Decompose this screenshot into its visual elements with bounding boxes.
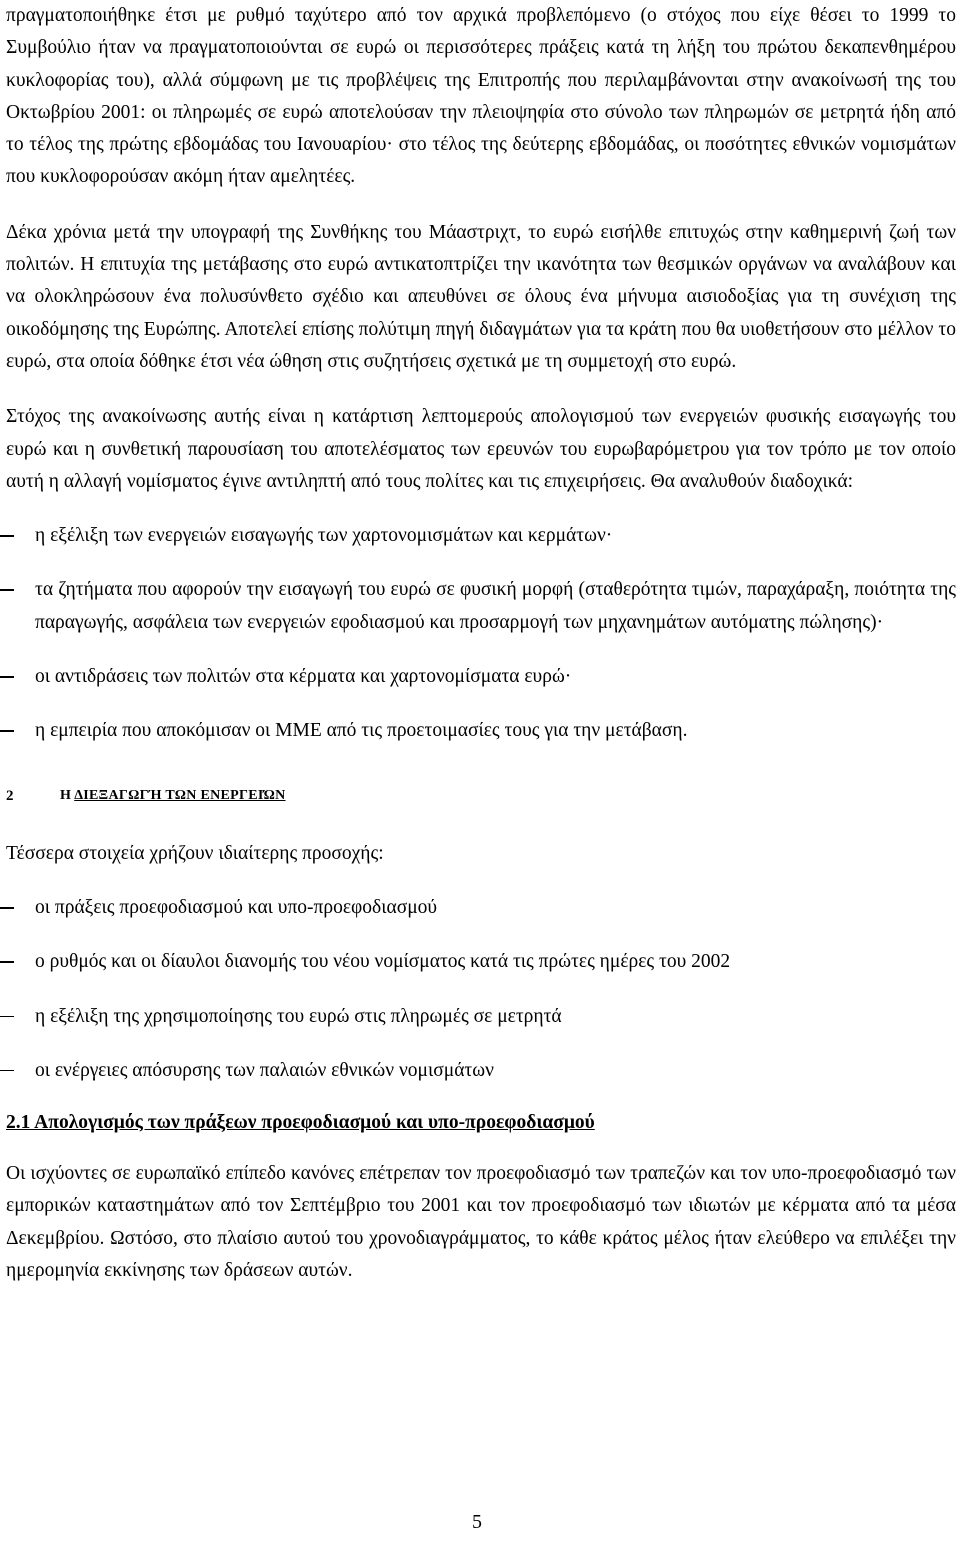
document-page — [6, 0, 956, 1310]
dash-bullet-icon — [0, 961, 14, 963]
list-item: οι πράξεις προεφοδιασμού και υπο-προεφοδιασμού — [6, 892, 956, 924]
subsection-heading: 2.1 Απολογισμός των πράξεων προεφοδιασμού και υπο-προεφοδιασμού — [6, 1112, 595, 1134]
paragraph-prefunding: Οι ισχύοντες σε ευρωπαϊκό επίπεδο κανόνες επέτρεπαν τον προεφοδιασμό των τραπεζών και τον υπο-προεφοδιασμό των εμπορικών καταστημάτων από τον Σεπτέμβριο του 2001 και τον προεφοδιασμό των ιδιωτών με κέρματα από τα μέσα Δεκεμβρίου. Ωστόσο, στο πλαίσιο αυτού του χρονοδιαγράμματος, το κάθε κράτος μέλος ήταν ελεύθερο να επιλέξει την ημερομηνία εκκίνησης των δράσεων αυτών. — [6, 1163, 956, 1282]
dash-bullet-icon — [0, 589, 14, 591]
dash-bullet-icon — [0, 676, 14, 678]
dash-bullet-icon — [0, 535, 14, 537]
dash-bullet-icon — [0, 1070, 14, 1072]
section-number: 2 — [6, 787, 14, 804]
list-item: η εξέλιξη της χρησιμοποίησης του ευρώ στις πληρωμές σε μετρητά — [6, 1001, 956, 1033]
dash-bullet-icon — [0, 907, 14, 909]
list-item: η εμπειρία που αποκόμισαν οι ΜΜΕ από τις προετοιμασίες τους για την μετάβαση. — [6, 715, 956, 747]
section-intro: Τέσσερα στοιχεία χρήζουν ιδιαίτερης προσοχής: — [6, 842, 384, 864]
key-elements-list — [6, 892, 956, 1087]
paragraph-maastricht-success: Δέκα χρόνια μετά την υπογραφή της Συνθήκης του Μάαστριχτ, το ευρώ εισήλθε επιτυχώς στην καθημερινή ζωή των πολιτών. Η επιτυχία της μετάβασης στο ευρώ αντικατοπτρίζει την ικανότητα των θεσμικών οργάνων να αναλάβουν και να ολοκληρώσουν ένα πολυσύνθετο σχέδιο και απευθύνει σε όλους ένα μήνυμα αισιοδοξίας για τη συνέχιση της οικοδόμησης της Ευρώπης. Αποτελεί επίσης πολύτιμη πηγή διδαγμάτων για τα κράτη που θα υιοθετήσουν στο μέλλον το ευρώ, στα οποία δόθηκε έτσι νέα ώθηση στις συζητήσεις σχετικά με τη συμμετοχή στο ευρώ. — [6, 221, 956, 372]
analysis-topics-list — [6, 520, 956, 747]
dash-bullet-icon — [0, 730, 14, 732]
section-title: Η ΔΙΕΞΑΓΩΓΉ ΤΩΝ ΕΝΕΡΓΕΙΏΝ — [60, 787, 286, 803]
paragraph-euro-payments: πραγματοποιήθηκε έτσι με ρυθμό ταχύτερο από τον αρχικά προβλεπόμενο (ο στόχος που είχε θέσει το 1999 το Συμβούλιο ήταν να πραγματοποιούνται σε ευρώ οι περισσότερες πράξεις κατά τη λήξη του πρώτου δεκαπενθημέρου κυκλοφορίας του), αλλά σύμφωνη με τις προβλέψεις της Επιτροπής που περιλαμβάνονται στην ανακοίνωσή της του Οκτωβρίου 2001: οι πληρωμές σε ευρώ αποτελούσαν την πλειοψηφία στο σύνολο των πληρωμών σε μετρητά ήδη από το τέλος της πρώτης εβδομάδας του Ιανουαρίου· στο τέλος της δεύτερης εβδομάδας, οι ποσότητες εθνικών νομισμάτων που κυκλοφορούσαν ακόμη ήταν αμελητέες. — [6, 5, 956, 188]
list-item: οι ενέργειες απόσυρσης των παλαιών εθνικών νομισμάτων — [6, 1055, 956, 1087]
list-item: ο ρυθμός και οι δίαυλοι διανομής του νέου νομίσματος κατά τις πρώτες ημέρες του 2002 — [6, 946, 956, 978]
page-number: 5 — [472, 1511, 482, 1533]
dash-bullet-icon — [0, 1016, 14, 1018]
list-item: η εξέλιξη των ενεργειών εισαγωγής των χαρτονομισμάτων και κερμάτων· — [6, 520, 956, 552]
paragraph-communication-goal: Στόχος της ανακοίνωσης αυτής είναι η κατάρτιση λεπτομερούς απολογισμού των ενεργειών φυσικής εισαγωγής του ευρώ και η συνθετική παρουσίαση του αποτελέσματος των ερευνών του ευρωβαρόμετρου για τον τρόπο με τον οποίο αυτή η αλλαγή νομίσματος έγινε αντιληπτή από τους πολίτες και τις επιχειρήσεις. Θα αναλυθούν διαδοχικά: — [6, 406, 956, 492]
list-item: οι αντιδράσεις των πολιτών στα κέρματα και χαρτονομίσματα ευρώ· — [6, 661, 956, 693]
section-heading — [6, 786, 956, 806]
list-item: τα ζητήματα που αφορούν την εισαγωγή του ευρώ σε φυσική μορφή (σταθερότητα τιμών, παραχάραξη, ποιότητα της παραγωγής, ασφάλεια των ενεργειών εφοδιασμού και προσαρμογή των μηχανημάτων αυτόματης πώλησης)· — [6, 574, 956, 639]
